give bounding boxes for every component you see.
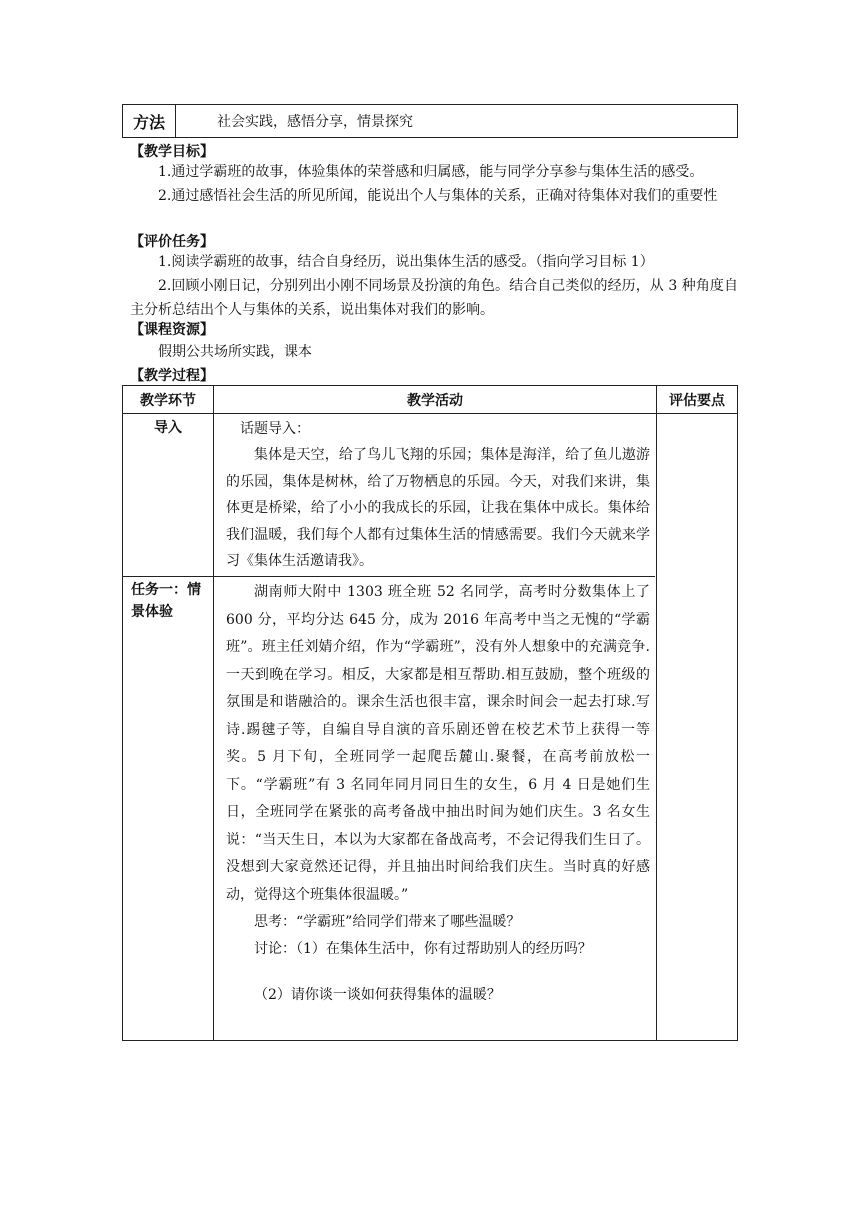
- stage-task-one: 任务一：情景体验: [131, 582, 201, 620]
- goals-heading: 【教学目标】: [130, 144, 214, 160]
- resources-heading: 【课程资源】: [130, 322, 214, 338]
- header-row-divider: [123, 413, 737, 414]
- row-divider: [123, 576, 655, 577]
- task-one-discuss-1: 讨论：（1）在集体生活中，你有过帮助别人的经历吗？: [254, 941, 592, 957]
- process-table: [122, 385, 738, 1041]
- task-item-2: 2.回顾小刚日记，分别列出小刚不同场景及扮演的角色。结合自己类似的经历，从 3 种角度自主分析总结出个人与集体的关系，说出集体对我们的影响。: [130, 278, 738, 318]
- header-activity: 教学活动: [407, 392, 463, 409]
- intro-topic-line: 话题导入：: [240, 421, 310, 437]
- tasks-heading: 【评价任务】: [130, 234, 214, 250]
- stage-intro: 导入: [154, 420, 182, 436]
- task-item-1: 1.阅读学霸班的故事，结合自身经历，说出集体生活的感受。（指向学习目标 1）: [158, 254, 654, 270]
- goal-item-2: 2.通过感悟社会生活的所见所闻，能说出个人与集体的关系，正确对待集体对我们的重要性: [158, 188, 718, 204]
- method-label: 方法: [123, 105, 176, 137]
- task-one-think: 思考：“学霸班”给同学们带来了哪些温暖？: [254, 914, 521, 930]
- process-heading: 【教学过程】: [130, 368, 214, 384]
- resources-text: 假期公共场所实践，课本: [158, 344, 312, 360]
- task-one-discuss-2: （2）请你谈一谈如何获得集体的温暖？: [254, 987, 501, 1003]
- header-stage: 教学环节: [140, 392, 196, 409]
- task-one-story: 湖南师大附中 1303 班全班 52 名同学，高考时分数集体上了 600 分，平均分达 645 分，成为 2016 年高考中当之无愧的“学霸班”。班主任刘婧介绍，作为“学霸班”，没有外人想象中的充满竞争.一天到晚在学习。相反，大家都是相互帮助.相互鼓励，整个班级的氛围是和谐融洽的。课余生活也很丰富，课余时间会一起去打球.写诗.踢毽子等，自编自导自演的音乐剧还曾在校艺术节上获得一等奖。5 月下旬，全班同学一起爬岳麓山.聚餐，在高考前放松一下。“学霸班”有 3 名同年同月同日生的女生，6 月 4 日是她们生日，全班同学在紧张的高考备战中抽出时间为她们庆生。3 名女生说：“当天生日，本以为大家都在备战高考，不会记得我们生日了。没想到大家竟然还记得，并且抽出时间给我们庆生。当时真的好感动，觉得这个班集体很温暖。”: [226, 584, 650, 903]
- intro-paragraph: 集体是天空，给了鸟儿飞翔的乐园；集体是海洋，给了鱼儿遨游的乐园，集体是树林，给了万物栖息的乐园。今天，对我们来讲，集体更是桥梁，给了小小的我成长的乐园，让我在集体中成长。集体给我们温暖，我们每个人都有过集体生活的情感需要。我们今天就来学习《集体生活邀请我》。: [226, 447, 650, 569]
- method-value: 社会实践，感悟分享，情景探究: [217, 114, 413, 130]
- goal-item-1: 1.通过学霸班的故事，体验集体的荣誉感和归属感，能与同学分享参与集体生活的感受。: [158, 164, 704, 180]
- header-evaluation: 评估要点: [669, 392, 725, 409]
- column-divider: [213, 386, 214, 1040]
- method-table: [122, 104, 738, 138]
- column-divider: [656, 386, 657, 1040]
